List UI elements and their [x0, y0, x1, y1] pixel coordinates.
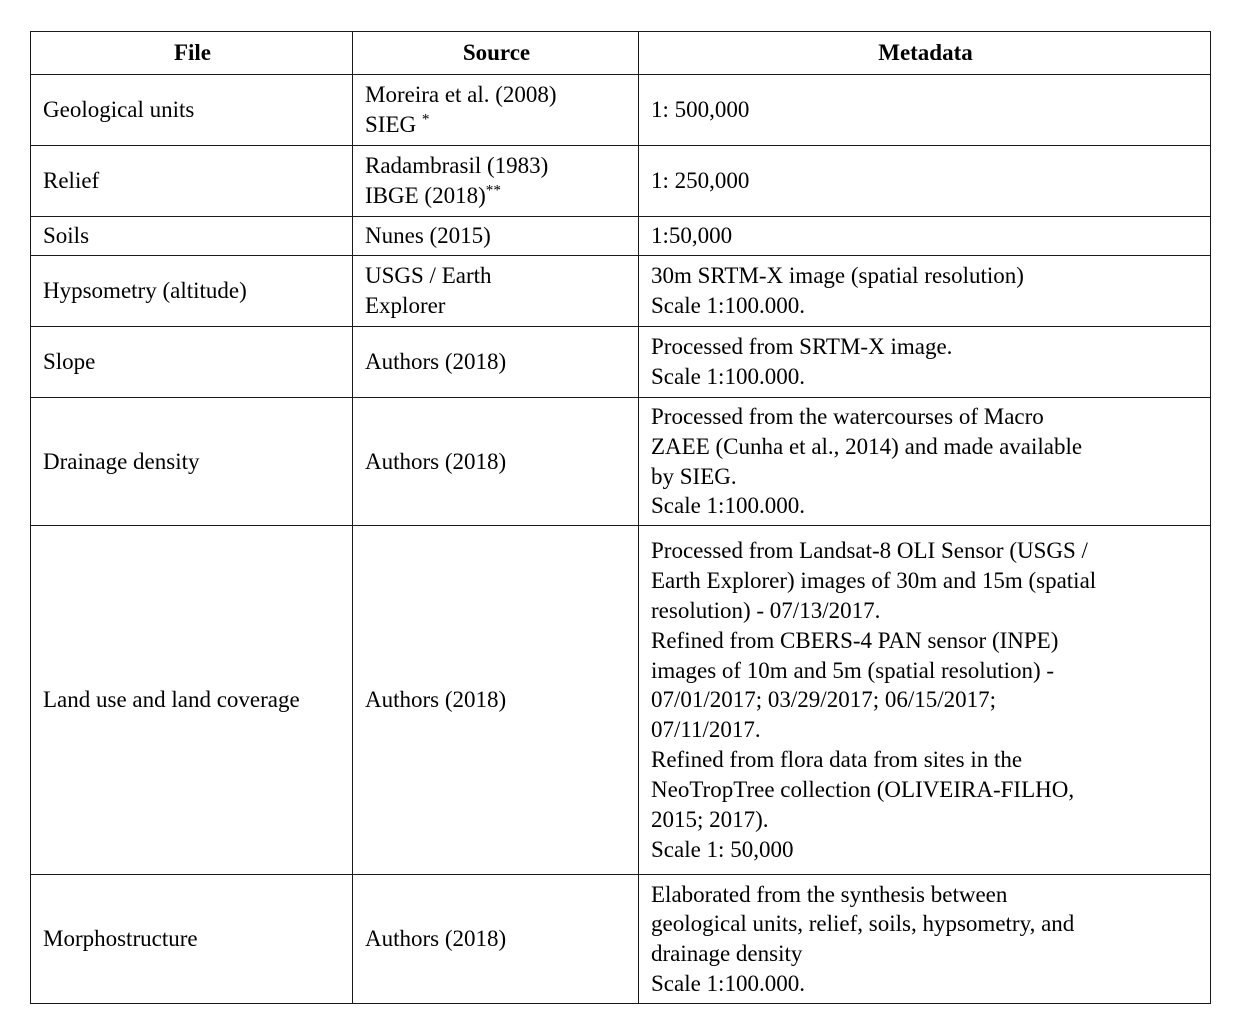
source-line: Authors (2018) [365, 448, 507, 474]
source-line: Authors (2018) [365, 687, 507, 713]
metadata-line: 1: 500,000 [651, 96, 750, 122]
cell-metadata-relief [639, 145, 1211, 216]
metadata-line: drainage density [651, 941, 803, 967]
table-row [31, 397, 1211, 526]
source-line: IBGE (2018)** [365, 181, 501, 208]
table-row [31, 526, 1211, 875]
footnote-marker: * [421, 110, 430, 128]
cell-file-slope: Slope [31, 326, 353, 397]
metadata-line: Processed from SRTM-X image. [651, 333, 953, 359]
table-row [31, 875, 1211, 1004]
table-body [31, 74, 1211, 1003]
footnote-marker: ** [485, 181, 501, 199]
column-header-file: File [31, 32, 353, 75]
cell-source-drainage-density [353, 397, 639, 526]
metadata-line: Scale 1: 50,000 [651, 836, 794, 862]
metadata-line: ZAEE (Cunha et al., 2014) and made available [651, 433, 1083, 459]
source-line: Authors (2018) [365, 926, 507, 952]
metadata-line: NeoTropTree collection (OLIVEIRA-FILHO, [651, 777, 1075, 803]
cell-file-drainage-density: Drainage density [31, 397, 353, 526]
metadata-line: Elaborated from the synthesis between [651, 881, 1008, 907]
table-row [31, 74, 1211, 145]
metadata-line: geological units, relief, soils, hypsometry, and [651, 911, 1075, 937]
table-row [31, 326, 1211, 397]
metadata-line: Scale 1:100.000. [651, 493, 805, 519]
source-line: Moreira et al. (2008) [365, 82, 557, 107]
metadata-line: Scale 1:100.000. [651, 971, 805, 997]
metadata-line: 07/11/2017. [651, 717, 761, 743]
cell-source-relief [353, 145, 639, 216]
metadata-line: Scale 1:100.000. [651, 292, 805, 318]
cell-source-morphostructure [353, 875, 639, 1004]
metadata-line: 2015; 2017). [651, 806, 769, 832]
source-line: USGS / Earth [365, 262, 492, 288]
cell-file-hypsometry: Hypsometry (altitude) [31, 255, 353, 326]
metadata-line: Earth Explorer) images of 30m and 15m (spatial [651, 567, 1097, 593]
source-line: Radambrasil (1983) [365, 153, 549, 178]
cell-source-slope [353, 326, 639, 397]
cell-metadata-geological-units [639, 74, 1211, 145]
table-row [31, 255, 1211, 326]
cell-metadata-soils [639, 216, 1211, 255]
column-header-metadata: Metadata [639, 32, 1211, 75]
metadata-line: 07/01/2017; 03/29/2017; 06/15/2017; [651, 687, 997, 713]
metadata-line: 1: 250,000 [651, 167, 750, 193]
cell-metadata-slope [639, 326, 1211, 397]
cell-metadata-land-use [639, 526, 1211, 875]
cell-source-geological-units [353, 74, 639, 145]
cell-metadata-morphostructure [639, 875, 1211, 1004]
metadata-line: Processed from the watercourses of Macro [651, 403, 1044, 429]
column-header-source: Source [353, 32, 639, 75]
source-line: Explorer [365, 292, 446, 318]
cell-metadata-hypsometry [639, 255, 1211, 326]
cell-file-geological-units: Geological units [31, 74, 353, 145]
data-sources-table [30, 31, 1211, 1004]
metadata-line: Refined from flora data from sites in the [651, 747, 1023, 773]
metadata-line: images of 10m and 5m (spatial resolution) - [651, 657, 1055, 683]
cell-source-soils [353, 216, 639, 255]
cell-source-land-use [353, 526, 639, 875]
metadata-line: 30m SRTM-X image (spatial resolution) [651, 262, 1024, 288]
cell-metadata-drainage-density [639, 397, 1211, 526]
table-header [31, 32, 1211, 75]
cell-file-relief: Relief [31, 145, 353, 216]
source-line: Nunes (2015) [365, 222, 491, 248]
metadata-line: Processed from Landsat-8 OLI Sensor (USGS / [651, 537, 1088, 563]
data-sources-table-container [30, 31, 1210, 1004]
cell-file-morphostructure: Morphostructure [31, 875, 353, 1004]
metadata-line: Scale 1:100.000. [651, 363, 805, 389]
metadata-line: by SIEG. [651, 463, 737, 489]
cell-file-soils: Soils [31, 216, 353, 255]
source-line: SIEG * [365, 110, 430, 137]
metadata-line: Refined from CBERS-4 PAN sensor (INPE) [651, 627, 1059, 653]
table-row [31, 145, 1211, 216]
cell-source-hypsometry [353, 255, 639, 326]
table-row [31, 216, 1211, 255]
source-line: Authors (2018) [365, 348, 507, 374]
metadata-line: 1:50,000 [651, 222, 733, 248]
table-header-row [31, 32, 1211, 75]
metadata-line: resolution) - 07/13/2017. [651, 597, 881, 623]
cell-file-land-use: Land use and land coverage [31, 526, 353, 875]
